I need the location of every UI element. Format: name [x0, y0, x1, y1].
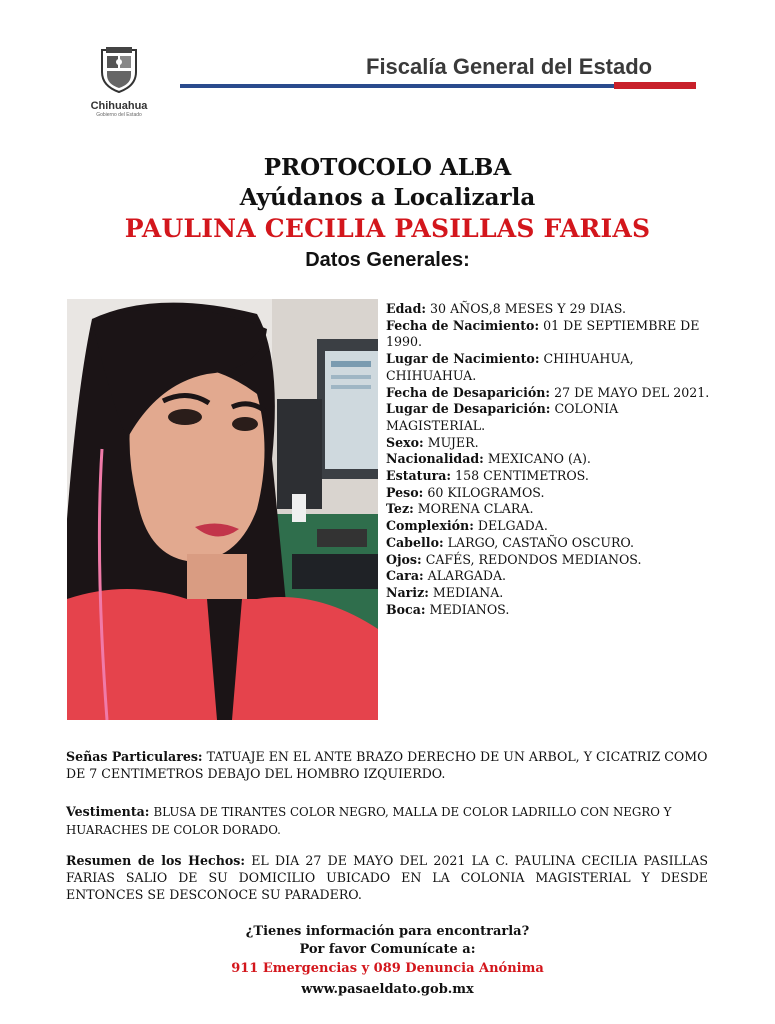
coat-of-arms-icon [94, 44, 144, 94]
detail-birth-place: Lugar de Nacimiento: CHIHUAHUA, CHIHUAHUA. [386, 351, 634, 383]
detail-complexion-tone: Tez: MORENA CLARA. [386, 501, 534, 517]
detail-age: Edad: 30 AÑOS,8 MESES Y 29 DIAS. [386, 301, 626, 316]
detail-disappearance-place: Lugar de Desaparición: COLONIA MAGISTERIAL. [386, 401, 619, 433]
info-question: ¿Tienes información para encontrarla? [245, 924, 530, 939]
logo-subtitle: Gobierno del Estado [96, 112, 142, 118]
general-data-list [386, 301, 716, 618]
detail-birth-date: Fecha de Nacimiento: 01 DE SEPTIEMBRE DE 1990. [386, 317, 700, 350]
help-title: Ayúdanos a Localizarla [239, 184, 536, 211]
detail-weight: Peso: 60 KILOGRAMOS. [386, 484, 545, 500]
missing-person-photo [67, 299, 378, 720]
clothing: Vestimenta: BLUSA DE TIRANTES COLOR NEGRO, MALLA DE COLOR LADRILLO CON NEGRO Y HUARACHES DE COLOR DORADO. [66, 804, 672, 837]
facts-summary: Resumen de los Hechos: EL DIA 27 DE MAYO DEL 2021 LA C. PAULINA CECILIA PASILLAS FARIAS SALIO DE SU DOMICILIO UBICADO EN LA COLONIA MAGISTERIAL Y DESDE ENTONCES SE DESCONOCE SU PARADERO. [66, 853, 708, 902]
detail-build: Complexión: DELGADA. [386, 518, 548, 534]
detail-nationality: Nacionalidad: MEXICANO (A). [386, 451, 591, 467]
detail-eyes: Ojos: CAFÉS, REDONDOS MEDIANOS. [386, 551, 642, 567]
detail-face: Cara: ALARGADA. [386, 568, 507, 584]
header-blue-bar [180, 84, 614, 88]
detail-disappearance-date: Fecha de Desaparición: 27 DE MAYO DEL 2021. [386, 384, 710, 400]
detail-hair: Cabello: LARGO, CASTAÑO OSCURO. [386, 534, 635, 550]
header-red-bar [614, 82, 696, 89]
detail-sex: Sexo: MUJER. [386, 434, 479, 450]
distinguishing-marks: Señas Particulares: TATUAJE EN EL ANTE BRAZO DERECHO DE UN ARBOL, Y CICATRIZ COMO DE 7 CENTIMETROS DEBAJO DEL HOMBRO IZQUIERDO. [66, 749, 708, 781]
missing-person-name: PAULINA CECILIA PASILLAS FARIAS [124, 214, 651, 243]
emergency-phones: 911 Emergencias y 089 Denuncia Anónima [231, 961, 544, 976]
detail-nose: Nariz: MEDIANA. [386, 584, 504, 600]
contact-prompt: Por favor Comunícate a: [299, 942, 476, 957]
general-data-heading: Datos Generales: [305, 249, 470, 271]
agency-title: Fiscalía General del Estado [366, 54, 653, 79]
detail-mouth: Boca: MEDIANOS. [386, 601, 510, 617]
chihuahua-logo [86, 44, 152, 124]
logo-state-name: Chihuahua [90, 100, 148, 112]
protocol-title: PROTOCOLO ALBA [263, 154, 512, 181]
website-link[interactable]: www.pasaeldato.gob.mx [301, 982, 474, 997]
detail-height: Estatura: 158 CENTIMETROS. [386, 468, 589, 484]
